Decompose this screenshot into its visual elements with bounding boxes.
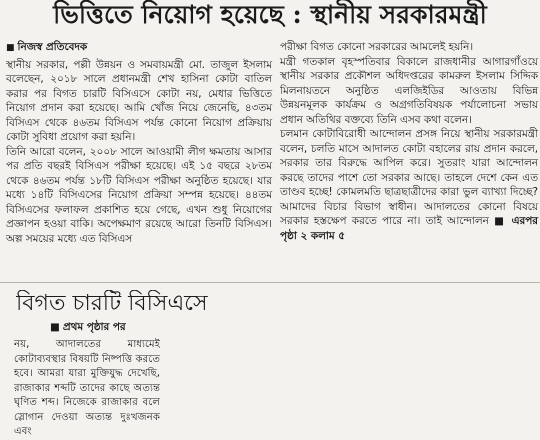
headline: ভিত্তিতে নিয়োগ হয়েছে : স্থানীয় সরকারমন্ত্রী xyxy=(53,0,487,29)
section-divider xyxy=(0,282,540,283)
paragraph: তিনি আরো বলেন, ২০০৮ সালে আওয়ামী লীগ ক্ষমতায় আসার পর প্রতি বছরই বিসিএস পরীক্ষা হয়েছে। এই ১৫ বছরে ২৮তম থেকে ৪৬তম পর্যন্ত ১৮টি বিসিএস পরীক্ষা অনুষ্ঠিত হয়েছে। যার মধ্যে ১৪টি বিসিএসের নিয়োগ প্রক্রিয়া সম্পন্ন হয়েছে। ৪৪তম বিসিএসের ফলাফল প্রকাশিত হয়ে গেছে, এখন শুধু নিয়োগের প্রজ্ঞাপন হওয়া বাকি। অপেক্ষমাণ রয়েছে আরো তিনটি বিসিএস। অল্প সময়ের মধ্যে এত বিসিএস xyxy=(6,145,272,245)
byline-text: নিজস্ব প্রতিবেদক xyxy=(17,41,88,53)
continued-from-note xyxy=(50,320,270,335)
sub-headline: বিগত চারটি বিসিএসে xyxy=(16,291,208,316)
square-bullet-icon: ■ xyxy=(50,321,60,333)
paragraph: মন্ত্রী গতকাল বৃহস্পতিবার বিকালে রাজধানীর আগারগাঁওয়ে স্থানীয় সরকার প্রকৌশল অধিদপ্তরের কামরুল ইসলাম সিদ্দিক মিলনায়তনে অনুষ্ঠিত এলজিইডির আওতায় বিভিন্ন উন্নয়নমূলক কার্যক্রম ও অগ্রগতিবিষয়ক পর্যালোচনা সভায় প্রধান অতিথির বক্তব্যে তিনি এসব কথা বলেন। xyxy=(280,55,538,126)
paragraph: নয়, আদালতের মাধ্যমেই কোটাব্যবস্থার বিষয়টি নিষ্পত্তি করতে হবে। আমরা যারা মুক্তিযুদ্ধ দেখেছি, রাজাকার শব্দটি তাদের কাছে অত্যন্ত ঘৃণিত শব্দ। নিজেকে রাজাকার বলে স্লোগান দেওয়া অত্যন্ত দুঃখজনক এবং xyxy=(14,339,160,437)
sub-article-column xyxy=(14,338,160,440)
continuation-text: এরপর পৃষ্ঠা ২ কলাম ৫ xyxy=(280,215,538,242)
paragraph-text: চলমান কোটাবিরোধী আন্দোলন প্রসঙ্গ নিয়ে স্থানীয় সরকারমন্ত্রী বলেন, চলতি মাসে আদালত কোটা বহালের রায় প্রদান করলে, সরকার তার বিরুদ্ধে আপিল করে। সুতরাং যারা আন্দোলন করছে তাদের পাশে তো সরকার আছে। তাহলে দেশে কেন এত তাণ্ডব হচ্ছে! কোমলমতি ছাত্রছাত্রীদের কারা ভুল ব্যাখ্যা দিচ্ছে? আমাদের বিচার বিভাগ স্বাধীন। আদালতের কোনো বিষয়ে সরকার হস্তক্ষেপ করতে পারে না। তাই আন্দোলন xyxy=(280,128,538,227)
paragraph xyxy=(280,127,538,243)
article-column-right xyxy=(280,40,538,243)
square-bullet-icon: ■ xyxy=(6,43,15,53)
continued-from-text: প্রথম পৃষ্ঠার পর xyxy=(62,321,126,333)
square-bullet-icon: ■ xyxy=(494,215,506,227)
paragraph: স্থানীয় সরকার, পল্লী উন্নয়ন ও সমবায়মন্ত্রী মো. তাজুল ইসলাম বলেছেন, ২০১৮ সালে প্রধানমন্ত্রী শেখ হাসিনা কোটা বাতিল করার পর বিগত চারটি বিসিএসে কোটা নয়, মেধার ভিত্তিতে নিয়োগ প্রদান করা হয়েছে। আমি খোঁজ নিয়ে জেনেছি, ৪৩তম বিসিএস থেকে ৪৬তম বিসিএস পর্যন্ত কোনো নিয়োগ প্রক্রিয়ায় কোটা সুবিধা প্রয়োগ করা হয়নি। xyxy=(6,58,272,143)
paragraph: পরীক্ষা বিগত কোনো সরকারের আমলেই হয়নি। xyxy=(280,41,474,53)
article-column-left xyxy=(6,40,272,246)
byline xyxy=(6,40,272,56)
